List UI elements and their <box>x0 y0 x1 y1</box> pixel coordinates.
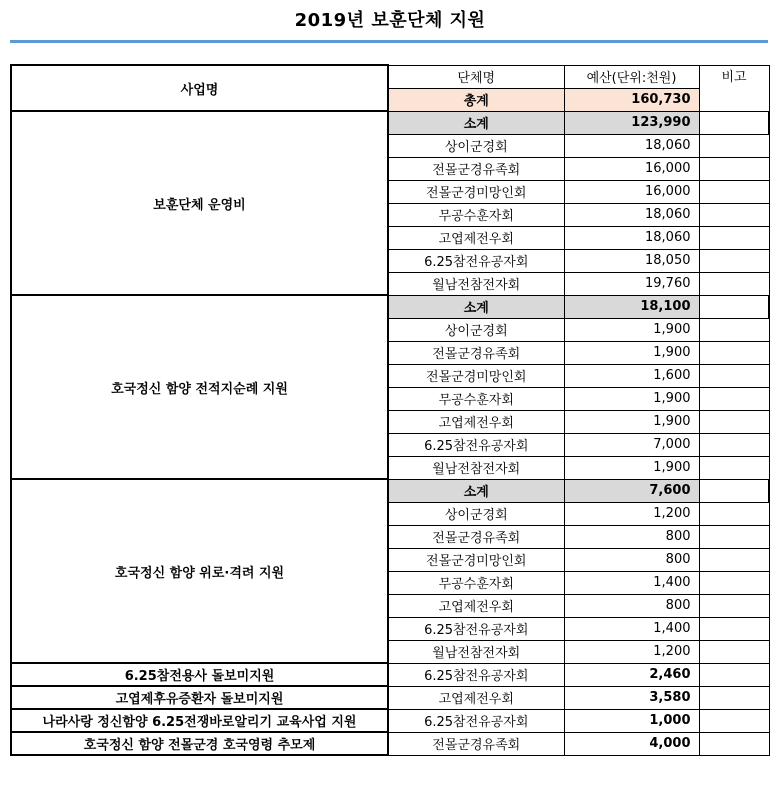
org-name: 상이군경회 <box>388 134 564 157</box>
subtotal-label: 소계 <box>388 111 564 134</box>
org-name: 상이군경회 <box>388 318 564 341</box>
note-cell <box>699 663 769 686</box>
note-cell <box>699 525 769 548</box>
org-name: 전몰군경유족회 <box>388 732 564 755</box>
header-project: 사업명 <box>11 65 388 111</box>
amount: 800 <box>564 525 699 548</box>
note-cell <box>699 249 769 272</box>
amount: 1,200 <box>564 502 699 525</box>
org-name: 전몰군경유족회 <box>388 157 564 180</box>
org-name: 고엽제전우회 <box>388 594 564 617</box>
amount: 1,600 <box>564 364 699 387</box>
org-name: 무공수훈자회 <box>388 387 564 410</box>
amount: 1,400 <box>564 571 699 594</box>
note-cell <box>699 272 769 295</box>
note-cell <box>699 617 769 640</box>
note-cell <box>699 686 769 709</box>
amount: 18,060 <box>564 134 699 157</box>
subtotal-label: 소계 <box>388 479 564 502</box>
org-name: 월남전참전자회 <box>388 456 564 479</box>
header-budget: 예산(단위:천원) <box>564 65 699 88</box>
note-cell <box>699 410 769 433</box>
note-cell <box>699 180 769 203</box>
amount: 18,050 <box>564 249 699 272</box>
amount: 1,200 <box>564 640 699 663</box>
note-cell <box>699 732 769 755</box>
org-name: 무공수훈자회 <box>388 571 564 594</box>
org-name: 월남전참전자회 <box>388 640 564 663</box>
amount: 4,000 <box>564 732 699 755</box>
amount: 1,900 <box>564 387 699 410</box>
amount: 19,760 <box>564 272 699 295</box>
budget-table <box>10 64 770 756</box>
project-name: 보훈단체 운영비 <box>11 111 388 295</box>
project-name: 호국정신 함양 전적지순례 지원 <box>11 295 388 479</box>
org-name: 6.25참전유공자회 <box>388 663 564 686</box>
org-name: 6.25참전유공자회 <box>388 617 564 640</box>
header-note: 비고 <box>699 65 769 111</box>
note-cell <box>699 364 769 387</box>
org-name: 고엽제전우회 <box>388 226 564 249</box>
total-amount: 160,730 <box>564 88 699 111</box>
org-name: 고엽제전우회 <box>388 686 564 709</box>
subtotal-row <box>11 479 769 502</box>
note-cell <box>699 341 769 364</box>
project-name: 나라사랑 정신함양 6.25전쟁바로알리기 교육사업 지원 <box>11 709 388 732</box>
note-cell <box>699 203 769 226</box>
table-row <box>11 663 769 686</box>
org-name: 고엽제전우회 <box>388 410 564 433</box>
subtotal-label: 소계 <box>388 295 564 318</box>
title-underline <box>10 40 768 43</box>
total-label: 총계 <box>388 88 564 111</box>
note-cell <box>699 709 769 732</box>
note-cell <box>699 111 769 134</box>
project-name: 호국정신 함양 전몰군경 호국영령 추모제 <box>11 732 388 755</box>
note-cell <box>699 295 769 318</box>
amount: 800 <box>564 594 699 617</box>
amount: 800 <box>564 548 699 571</box>
note-cell <box>699 548 769 571</box>
project-name: 6.25참전용사 돌보미지원 <box>11 663 388 686</box>
note-cell <box>699 318 769 341</box>
subtotal-amount: 123,990 <box>564 111 699 134</box>
note-cell <box>699 387 769 410</box>
amount: 1,900 <box>564 318 699 341</box>
amount: 1,900 <box>564 410 699 433</box>
note-cell <box>699 456 769 479</box>
org-name: 무공수훈자회 <box>388 203 564 226</box>
note-cell <box>699 571 769 594</box>
org-name: 전몰군경미망인회 <box>388 364 564 387</box>
project-name: 고엽제후유증환자 돌보미지원 <box>11 686 388 709</box>
page-title: 2019년 보훈단체 지원 <box>294 10 486 31</box>
amount: 16,000 <box>564 180 699 203</box>
org-name: 6.25참전유공자회 <box>388 433 564 456</box>
table-row <box>11 732 769 755</box>
note-cell <box>699 226 769 249</box>
note-cell <box>699 594 769 617</box>
amount: 7,000 <box>564 433 699 456</box>
amount: 1,400 <box>564 617 699 640</box>
header-row <box>11 65 769 88</box>
project-name: 호국정신 함양 위로·격려 지원 <box>11 479 388 663</box>
amount: 2,460 <box>564 663 699 686</box>
subtotal-row <box>11 111 769 134</box>
amount: 16,000 <box>564 157 699 180</box>
org-name: 6.25참전유공자회 <box>388 709 564 732</box>
amount: 18,060 <box>564 203 699 226</box>
table-row <box>11 686 769 709</box>
org-name: 상이군경회 <box>388 502 564 525</box>
org-name: 전몰군경유족회 <box>388 525 564 548</box>
amount: 18,060 <box>564 226 699 249</box>
note-cell <box>699 433 769 456</box>
header-org: 단체명 <box>388 65 564 88</box>
amount: 3,580 <box>564 686 699 709</box>
amount: 1,900 <box>564 456 699 479</box>
subtotal-amount: 7,600 <box>564 479 699 502</box>
org-name: 월남전참전자회 <box>388 272 564 295</box>
subtotal-amount: 18,100 <box>564 295 699 318</box>
org-name: 전몰군경미망인회 <box>388 180 564 203</box>
note-cell <box>699 134 769 157</box>
table-row <box>11 709 769 732</box>
org-name: 전몰군경미망인회 <box>388 548 564 571</box>
amount: 1,900 <box>564 341 699 364</box>
amount: 1,000 <box>564 709 699 732</box>
org-name: 전몰군경유족회 <box>388 341 564 364</box>
org-name: 6.25참전유공자회 <box>388 249 564 272</box>
subtotal-row <box>11 295 769 318</box>
note-cell <box>699 640 769 663</box>
note-cell <box>699 479 769 502</box>
note-cell <box>699 502 769 525</box>
note-cell <box>699 157 769 180</box>
